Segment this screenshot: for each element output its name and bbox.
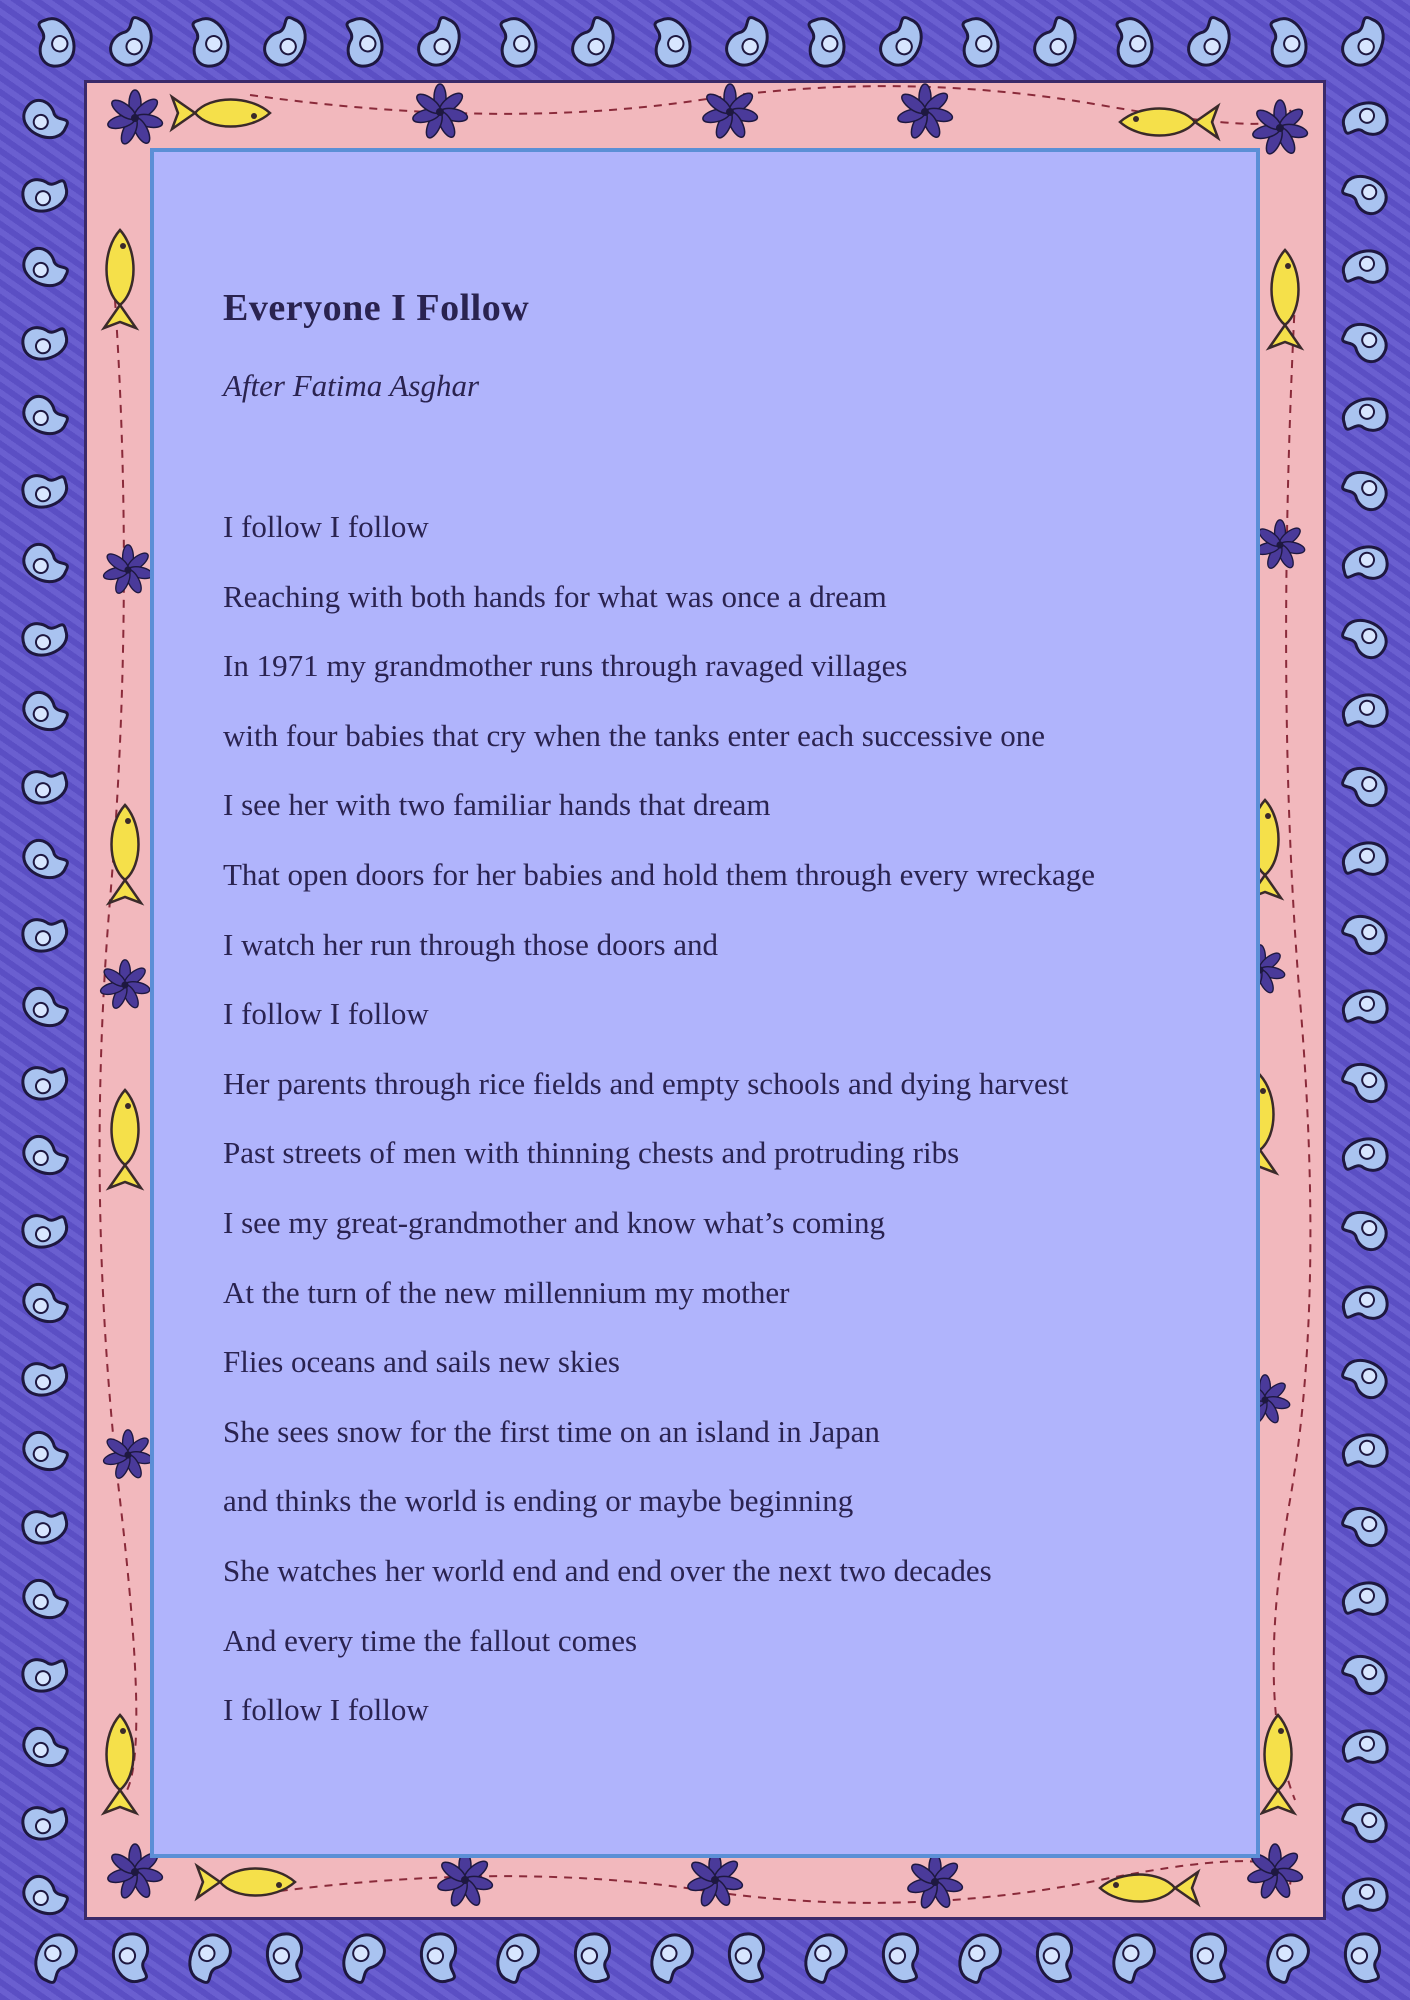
paisley-icon [107, 1929, 158, 1987]
fish-icon [1100, 1872, 1198, 1904]
poem-line: She watches her world end and end over the next two decades [223, 1552, 992, 1588]
poem-line: She sees snow for the first time on an island in Japan [223, 1413, 880, 1449]
paisley-icon [1338, 13, 1389, 71]
paisley-icon [1338, 1651, 1391, 1698]
paisley-icon [1338, 1281, 1391, 1328]
paisley-icon [261, 1929, 312, 1987]
flower-icon [102, 545, 154, 595]
flower-icon [896, 84, 953, 140]
paisley-icon [1338, 1355, 1391, 1402]
paisley-icon [568, 13, 619, 71]
paisley-icon [1339, 1929, 1390, 1987]
paisley-icon [1338, 763, 1391, 810]
paisley-icon [415, 1929, 466, 1987]
paisley-icon [19, 540, 72, 587]
paisley-icon [18, 910, 71, 957]
paisley-icon [1338, 1725, 1391, 1772]
fish-icon [109, 1090, 141, 1188]
fish-icon [104, 1715, 136, 1813]
paisley-icon [260, 13, 311, 71]
paisley-icon [18, 1206, 71, 1253]
paisley-icon [182, 12, 236, 71]
paisley-icon [1108, 1929, 1159, 1987]
paisley-icon [1262, 1929, 1313, 1987]
paisley-icon [19, 1428, 72, 1475]
paisley-icon [18, 1354, 71, 1401]
fish-icon [172, 97, 270, 129]
poem-line: And every time the fallout comes [223, 1622, 638, 1658]
poem-line: Her parents through rice fields and empty schools and dying harvest [223, 1065, 1069, 1101]
poem-line: I watch her run through those doors and [223, 926, 719, 962]
paisley-icon [722, 13, 773, 71]
poem-line: with four babies that cry when the tanks enter each successive one [223, 717, 1046, 753]
paisley-icon [1338, 615, 1391, 662]
paisley-icon [646, 1929, 697, 1987]
poem-line: Reaching with both hands for what was once a dream [223, 578, 887, 614]
paisley-icon [1338, 1577, 1391, 1624]
paisley-icon [954, 1929, 1005, 1987]
paisley-icon [18, 466, 71, 513]
paisley-icon [1338, 985, 1391, 1032]
paisley-icon [1338, 97, 1391, 144]
fish-icon [109, 805, 141, 903]
paisley-icon [1185, 1929, 1236, 1987]
paisley-icon [19, 836, 72, 883]
paisley-icon [1338, 837, 1391, 884]
paisley-icon [18, 1058, 71, 1105]
paisley-icon [19, 984, 72, 1031]
paisley-icon [952, 12, 1006, 71]
flower-icon [106, 90, 163, 146]
paisley-icon [19, 96, 72, 143]
paisley-icon [1338, 541, 1391, 588]
poem-line: That open doors for her babies and hold them through every wreckage [223, 856, 1096, 892]
flower-icon [686, 1852, 743, 1908]
fish-icon [197, 1866, 295, 1898]
paisley-icon [19, 688, 72, 735]
flower-icon [701, 84, 758, 140]
poem-line: I follow I follow [223, 1692, 429, 1728]
paisley-icon [798, 12, 852, 71]
paisley-icon [19, 1576, 72, 1623]
poem-body [223, 503, 1223, 1756]
paisley-icon [18, 1650, 71, 1697]
paisley-icon [1338, 1873, 1391, 1920]
poem-line: In 1971 my grandmother runs through ravaged villages [223, 648, 908, 684]
paisley-icon [19, 1132, 72, 1179]
flower-icon [411, 84, 468, 140]
poem-line: I follow I follow [223, 509, 429, 544]
paisley-icon [644, 12, 698, 71]
poem-line: I see my great-grandmother and know what’s coming [223, 1204, 886, 1240]
paisley-icon [106, 13, 157, 71]
flower-icon [436, 1852, 493, 1908]
flower-icon [99, 960, 151, 1010]
paisley-icon [492, 1929, 543, 1987]
paisley-icon [414, 13, 465, 71]
poem-subtitle: After Fatima Asghar [223, 368, 480, 403]
paisley-icon [1184, 13, 1235, 71]
poem-line: I see her with two familiar hands that dream [223, 787, 771, 823]
poem-line: Past streets of men with thinning chests and protruding ribs [223, 1135, 960, 1171]
paisley-icon [1338, 393, 1391, 440]
paisley-icon [1030, 13, 1081, 71]
paisley-icon [19, 1724, 72, 1771]
paisley-icon [18, 1502, 71, 1549]
paisley-icon [18, 1798, 71, 1845]
paisley-icon [19, 1280, 72, 1327]
paisley-icon [1260, 12, 1314, 71]
paisley-icon [800, 1929, 851, 1987]
fish-icon [1269, 250, 1301, 348]
paisley-icon [490, 12, 544, 71]
fish-icon [104, 230, 136, 328]
paisley-icon [1338, 467, 1391, 514]
paisley-icon [18, 762, 71, 809]
poem-line: Flies oceans and sails new skies [223, 1344, 620, 1380]
paisley-icon [1338, 911, 1391, 958]
paisley-icon [28, 12, 82, 71]
paisley-icon [1338, 245, 1391, 292]
paisley-icon [569, 1929, 620, 1987]
poem-title: Everyone I Follow [223, 287, 530, 329]
paisley-icon [18, 318, 71, 365]
paisley-icon [336, 12, 390, 71]
flower-icon [1254, 520, 1306, 570]
paisley-icon [338, 1929, 389, 1987]
poem-line: I follow I follow [223, 996, 429, 1032]
paisley-icon [1106, 12, 1160, 71]
paisley-icon [18, 170, 71, 217]
paisley-icon [1338, 1207, 1391, 1254]
poem-line: At the turn of the new millennium my mother [223, 1274, 790, 1310]
paisley-icon [19, 1872, 72, 1919]
paisley-icon [1031, 1929, 1082, 1987]
paisley-icon [19, 392, 72, 439]
paisley-icon [1338, 1133, 1391, 1180]
paisley-icon [1338, 1429, 1391, 1476]
paisley-icon [1338, 689, 1391, 736]
dashed-line [100, 300, 137, 1800]
paisley-icon [1338, 1059, 1391, 1106]
paisley-icon [1338, 1799, 1391, 1846]
paisley-icon [1338, 319, 1391, 366]
paisley-icon [723, 1929, 774, 1987]
paisley-icon [876, 13, 927, 71]
paisley-icon [19, 244, 72, 291]
paisley-icon [184, 1929, 235, 1987]
paisley-icon [1338, 171, 1391, 218]
paisley-icon [18, 614, 71, 661]
paisley-icon [30, 1929, 81, 1987]
poem-line: and thinks the world is ending or maybe beginning [223, 1483, 854, 1519]
flower-icon [102, 1430, 154, 1480]
paisley-icon [1338, 1503, 1391, 1550]
fish-icon [1262, 1715, 1294, 1813]
paisley-icon [877, 1929, 928, 1987]
